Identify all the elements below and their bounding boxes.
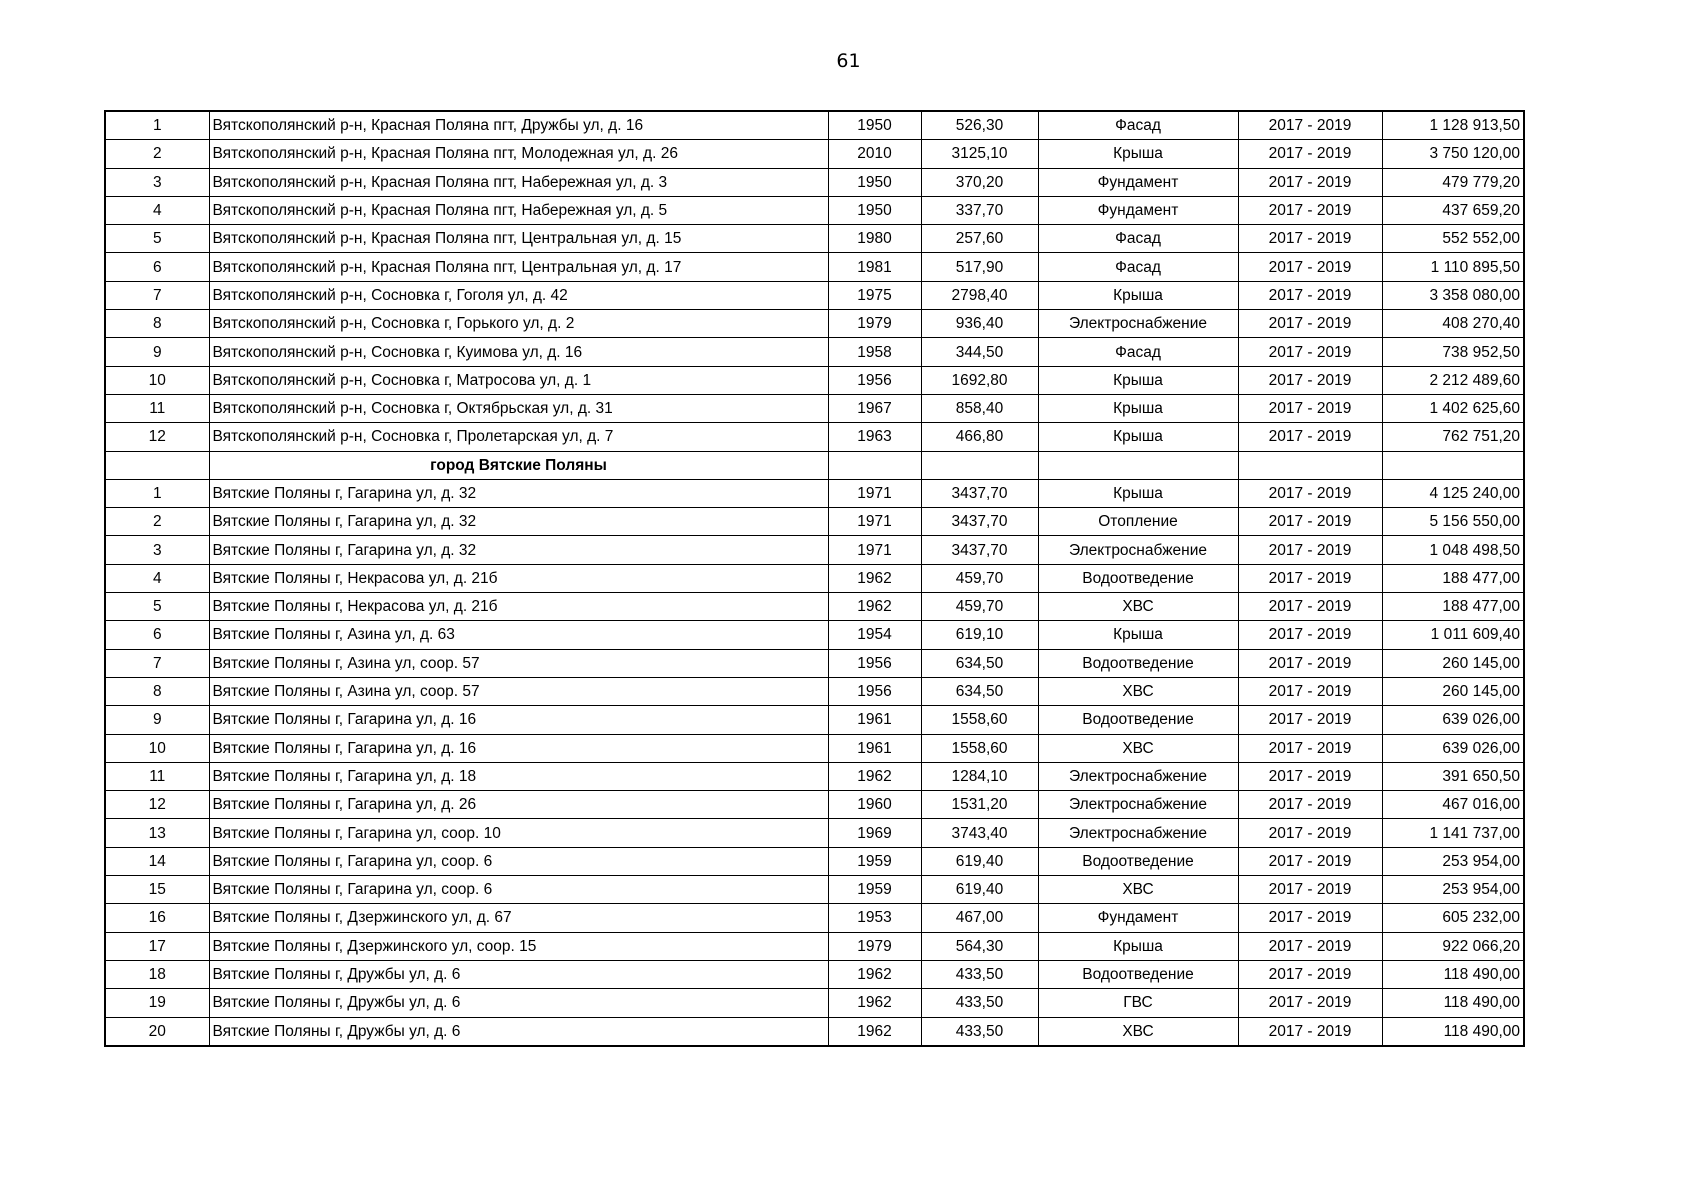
- build-year-cell: 1961: [828, 706, 921, 734]
- build-year-cell: 1963: [828, 423, 921, 451]
- period-cell: 2017 - 2019: [1238, 225, 1382, 253]
- work-type-cell: ХВС: [1038, 677, 1238, 705]
- cost-cell: 253 954,00: [1382, 876, 1524, 904]
- work-type-cell: [1038, 451, 1238, 479]
- work-type-cell: Фасад: [1038, 225, 1238, 253]
- area-cell: 858,40: [921, 394, 1038, 422]
- table-row: [105, 281, 1524, 309]
- row-number-cell: 13: [105, 819, 209, 847]
- table-row: [105, 394, 1524, 422]
- address-cell: Вятскополянский р-н, Красная Поляна пгт, Набережная ул, д. 5: [209, 196, 828, 224]
- address-cell: Вятскополянский р-н, Красная Поляна пгт, Дружбы ул, д. 16: [209, 111, 828, 140]
- cost-cell: 1 011 609,40: [1382, 621, 1524, 649]
- address-cell: Вятскополянский р-н, Красная Поляна пгт, Центральная ул, д. 17: [209, 253, 828, 281]
- build-year-cell: 1958: [828, 338, 921, 366]
- build-year-cell: 1962: [828, 593, 921, 621]
- work-type-cell: Крыша: [1038, 366, 1238, 394]
- period-cell: 2017 - 2019: [1238, 649, 1382, 677]
- row-number-cell: 15: [105, 876, 209, 904]
- period-cell: 2017 - 2019: [1238, 423, 1382, 451]
- period-cell: [1238, 451, 1382, 479]
- work-type-cell: Электроснабжение: [1038, 791, 1238, 819]
- address-cell: Вятскополянский р-н, Красная Поляна пгт, Набережная ул, д. 3: [209, 168, 828, 196]
- row-number-cell: 14: [105, 847, 209, 875]
- table-row: [105, 225, 1524, 253]
- address-cell: Вятские Поляны г, Некрасова ул, д. 21б: [209, 593, 828, 621]
- period-cell: 2017 - 2019: [1238, 904, 1382, 932]
- work-type-cell: Крыша: [1038, 281, 1238, 309]
- period-cell: 2017 - 2019: [1238, 706, 1382, 734]
- table-row: [105, 734, 1524, 762]
- build-year-cell: 1956: [828, 677, 921, 705]
- table-row: [105, 423, 1524, 451]
- row-number-cell: 12: [105, 791, 209, 819]
- address-cell: Вятскополянский р-н, Сосновка г, Матросова ул, д. 1: [209, 366, 828, 394]
- area-cell: 433,50: [921, 960, 1038, 988]
- build-year-cell: 1953: [828, 904, 921, 932]
- address-cell: Вятские Поляны г, Гагарина ул, д. 16: [209, 734, 828, 762]
- work-type-cell: Крыша: [1038, 932, 1238, 960]
- cost-cell: 479 779,20: [1382, 168, 1524, 196]
- build-year-cell: 1960: [828, 791, 921, 819]
- address-cell: Вятскополянский р-н, Сосновка г, Куимова ул, д. 16: [209, 338, 828, 366]
- work-type-cell: Крыша: [1038, 621, 1238, 649]
- build-year-cell: 2010: [828, 140, 921, 168]
- work-type-cell: Электроснабжение: [1038, 762, 1238, 790]
- row-number-cell: 20: [105, 1017, 209, 1046]
- work-type-cell: ГВС: [1038, 989, 1238, 1017]
- period-cell: 2017 - 2019: [1238, 932, 1382, 960]
- table-body: [105, 111, 1524, 1046]
- area-cell: 1531,20: [921, 791, 1038, 819]
- table-row: [105, 904, 1524, 932]
- area-cell: 3437,70: [921, 479, 1038, 507]
- period-cell: 2017 - 2019: [1238, 847, 1382, 875]
- work-type-cell: Фундамент: [1038, 904, 1238, 932]
- work-type-cell: Фасад: [1038, 111, 1238, 140]
- period-cell: 2017 - 2019: [1238, 621, 1382, 649]
- cost-cell: 605 232,00: [1382, 904, 1524, 932]
- repair-register-table: [104, 110, 1525, 1047]
- build-year-cell: 1959: [828, 847, 921, 875]
- cost-cell: 4 125 240,00: [1382, 479, 1524, 507]
- build-year-cell: 1981: [828, 253, 921, 281]
- table-row: [105, 876, 1524, 904]
- row-number-cell: 19: [105, 989, 209, 1017]
- area-cell: 564,30: [921, 932, 1038, 960]
- row-number-cell: 12: [105, 423, 209, 451]
- table-row: [105, 479, 1524, 507]
- build-year-cell: 1956: [828, 649, 921, 677]
- cost-cell: 408 270,40: [1382, 310, 1524, 338]
- cost-cell: 3 358 080,00: [1382, 281, 1524, 309]
- cost-cell: 437 659,20: [1382, 196, 1524, 224]
- area-cell: 467,00: [921, 904, 1038, 932]
- address-cell: Вятские Поляны г, Гагарина ул, соор. 10: [209, 819, 828, 847]
- table-row: [105, 960, 1524, 988]
- work-type-cell: Фундамент: [1038, 168, 1238, 196]
- row-number-cell: 1: [105, 111, 209, 140]
- period-cell: 2017 - 2019: [1238, 876, 1382, 904]
- area-cell: 3437,70: [921, 508, 1038, 536]
- period-cell: 2017 - 2019: [1238, 253, 1382, 281]
- address-cell: Вятскополянский р-н, Сосновка г, Пролетарская ул, д. 7: [209, 423, 828, 451]
- row-number-cell: 11: [105, 762, 209, 790]
- work-type-cell: Крыша: [1038, 394, 1238, 422]
- period-cell: 2017 - 2019: [1238, 564, 1382, 592]
- period-cell: 2017 - 2019: [1238, 111, 1382, 140]
- period-cell: 2017 - 2019: [1238, 593, 1382, 621]
- row-number-cell: 8: [105, 677, 209, 705]
- period-cell: 2017 - 2019: [1238, 196, 1382, 224]
- address-cell: Вятские Поляны г, Некрасова ул, д. 21б: [209, 564, 828, 592]
- cost-cell: 552 552,00: [1382, 225, 1524, 253]
- area-cell: 466,80: [921, 423, 1038, 451]
- work-type-cell: Фасад: [1038, 253, 1238, 281]
- work-type-cell: Электроснабжение: [1038, 310, 1238, 338]
- area-cell: 337,70: [921, 196, 1038, 224]
- period-cell: 2017 - 2019: [1238, 508, 1382, 536]
- row-number-cell: 11: [105, 394, 209, 422]
- row-number-cell: 1: [105, 479, 209, 507]
- address-cell: Вятские Поляны г, Гагарина ул, д. 32: [209, 479, 828, 507]
- table-row: [105, 762, 1524, 790]
- address-cell: Вятские Поляны г, Дружбы ул, д. 6: [209, 1017, 828, 1046]
- row-number-cell: 9: [105, 706, 209, 734]
- table-row: [105, 196, 1524, 224]
- cost-cell: 260 145,00: [1382, 649, 1524, 677]
- table-row: [105, 564, 1524, 592]
- work-type-cell: Водоотведение: [1038, 706, 1238, 734]
- period-cell: 2017 - 2019: [1238, 734, 1382, 762]
- row-number-cell: 6: [105, 253, 209, 281]
- work-type-cell: ХВС: [1038, 876, 1238, 904]
- work-type-cell: Крыша: [1038, 140, 1238, 168]
- table-row: [105, 819, 1524, 847]
- cost-cell: 118 490,00: [1382, 960, 1524, 988]
- build-year-cell: 1962: [828, 960, 921, 988]
- build-year-cell: 1969: [828, 819, 921, 847]
- address-cell: Вятские Поляны г, Гагарина ул, д. 32: [209, 536, 828, 564]
- table-row: [105, 677, 1524, 705]
- cost-cell: 738 952,50: [1382, 338, 1524, 366]
- section-title-cell: город Вятские Поляны: [209, 451, 828, 479]
- table-row: [105, 621, 1524, 649]
- cost-cell: [1382, 451, 1524, 479]
- cost-cell: 922 066,20: [1382, 932, 1524, 960]
- work-type-cell: Крыша: [1038, 479, 1238, 507]
- area-cell: 3437,70: [921, 536, 1038, 564]
- area-cell: 459,70: [921, 564, 1038, 592]
- work-type-cell: ХВС: [1038, 1017, 1238, 1046]
- address-cell: Вятские Поляны г, Гагарина ул, соор. 6: [209, 876, 828, 904]
- table-row: [105, 1017, 1524, 1046]
- work-type-cell: Водоотведение: [1038, 649, 1238, 677]
- address-cell: Вятскополянский р-н, Сосновка г, Гоголя ул, д. 42: [209, 281, 828, 309]
- address-cell: Вятскополянский р-н, Сосновка г, Октябрьская ул, д. 31: [209, 394, 828, 422]
- cost-cell: 5 156 550,00: [1382, 508, 1524, 536]
- cost-cell: 1 402 625,60: [1382, 394, 1524, 422]
- table-row: [105, 593, 1524, 621]
- row-number-cell: 3: [105, 536, 209, 564]
- area-cell: 3743,40: [921, 819, 1038, 847]
- cost-cell: 1 141 737,00: [1382, 819, 1524, 847]
- table-row: [105, 932, 1524, 960]
- row-number-cell: 3: [105, 168, 209, 196]
- build-year-cell: 1971: [828, 536, 921, 564]
- area-cell: 433,50: [921, 989, 1038, 1017]
- cost-cell: 188 477,00: [1382, 564, 1524, 592]
- build-year-cell: 1975: [828, 281, 921, 309]
- area-cell: 344,50: [921, 338, 1038, 366]
- cost-cell: 3 750 120,00: [1382, 140, 1524, 168]
- area-cell: 936,40: [921, 310, 1038, 338]
- row-number-cell: 7: [105, 649, 209, 677]
- cost-cell: 253 954,00: [1382, 847, 1524, 875]
- address-cell: Вятские Поляны г, Азина ул, соор. 57: [209, 649, 828, 677]
- table-row: [105, 168, 1524, 196]
- address-cell: Вятскополянский р-н, Сосновка г, Горького ул, д. 2: [209, 310, 828, 338]
- work-type-cell: Фундамент: [1038, 196, 1238, 224]
- address-cell: Вятские Поляны г, Дружбы ул, д. 6: [209, 989, 828, 1017]
- table-row: [105, 791, 1524, 819]
- period-cell: 2017 - 2019: [1238, 168, 1382, 196]
- area-cell: 257,60: [921, 225, 1038, 253]
- work-type-cell: Водоотведение: [1038, 960, 1238, 988]
- period-cell: 2017 - 2019: [1238, 310, 1382, 338]
- row-number-cell: 5: [105, 593, 209, 621]
- period-cell: 2017 - 2019: [1238, 338, 1382, 366]
- area-cell: 619,10: [921, 621, 1038, 649]
- period-cell: 2017 - 2019: [1238, 819, 1382, 847]
- table-row: [105, 989, 1524, 1017]
- cost-cell: 2 212 489,60: [1382, 366, 1524, 394]
- period-cell: 2017 - 2019: [1238, 677, 1382, 705]
- area-cell: 634,50: [921, 677, 1038, 705]
- period-cell: 2017 - 2019: [1238, 989, 1382, 1017]
- build-year-cell: [828, 451, 921, 479]
- table-row: [105, 366, 1524, 394]
- area-cell: 619,40: [921, 847, 1038, 875]
- row-number-cell: 8: [105, 310, 209, 338]
- cost-cell: 1 128 913,50: [1382, 111, 1524, 140]
- area-cell: 517,90: [921, 253, 1038, 281]
- area-cell: 433,50: [921, 1017, 1038, 1046]
- period-cell: 2017 - 2019: [1238, 394, 1382, 422]
- cost-cell: 467 016,00: [1382, 791, 1524, 819]
- build-year-cell: 1950: [828, 111, 921, 140]
- area-cell: 619,40: [921, 876, 1038, 904]
- area-cell: 1558,60: [921, 734, 1038, 762]
- area-cell: 1284,10: [921, 762, 1038, 790]
- area-cell: 526,30: [921, 111, 1038, 140]
- address-cell: Вятские Поляны г, Азина ул, соор. 57: [209, 677, 828, 705]
- cost-cell: 639 026,00: [1382, 706, 1524, 734]
- work-type-cell: Электроснабжение: [1038, 536, 1238, 564]
- build-year-cell: 1980: [828, 225, 921, 253]
- period-cell: 2017 - 2019: [1238, 366, 1382, 394]
- cost-cell: 188 477,00: [1382, 593, 1524, 621]
- build-year-cell: 1950: [828, 168, 921, 196]
- table-row: [105, 536, 1524, 564]
- table-row: [105, 111, 1524, 140]
- area-cell: 3125,10: [921, 140, 1038, 168]
- row-number-cell: 6: [105, 621, 209, 649]
- work-type-cell: Фасад: [1038, 338, 1238, 366]
- area-cell: 370,20: [921, 168, 1038, 196]
- period-cell: 2017 - 2019: [1238, 791, 1382, 819]
- cost-cell: 118 490,00: [1382, 1017, 1524, 1046]
- work-type-cell: Водоотведение: [1038, 847, 1238, 875]
- build-year-cell: 1962: [828, 762, 921, 790]
- table-row: [105, 847, 1524, 875]
- build-year-cell: 1959: [828, 876, 921, 904]
- address-cell: Вятскополянский р-н, Красная Поляна пгт, Центральная ул, д. 15: [209, 225, 828, 253]
- row-number-cell: 10: [105, 366, 209, 394]
- address-cell: Вятские Поляны г, Гагарина ул, д. 32: [209, 508, 828, 536]
- build-year-cell: 1954: [828, 621, 921, 649]
- build-year-cell: 1962: [828, 564, 921, 592]
- cost-cell: 118 490,00: [1382, 989, 1524, 1017]
- build-year-cell: 1961: [828, 734, 921, 762]
- area-cell: 1692,80: [921, 366, 1038, 394]
- row-number-cell: 10: [105, 734, 209, 762]
- row-number-cell: 7: [105, 281, 209, 309]
- period-cell: 2017 - 2019: [1238, 762, 1382, 790]
- build-year-cell: 1967: [828, 394, 921, 422]
- work-type-cell: ХВС: [1038, 593, 1238, 621]
- cost-cell: 391 650,50: [1382, 762, 1524, 790]
- area-cell: 459,70: [921, 593, 1038, 621]
- period-cell: 2017 - 2019: [1238, 479, 1382, 507]
- cost-cell: 762 751,20: [1382, 423, 1524, 451]
- work-type-cell: Электроснабжение: [1038, 819, 1238, 847]
- area-cell: 1558,60: [921, 706, 1038, 734]
- row-number-cell: 2: [105, 508, 209, 536]
- row-number-cell: 9: [105, 338, 209, 366]
- period-cell: 2017 - 2019: [1238, 1017, 1382, 1046]
- address-cell: Вятские Поляны г, Дзержинского ул, д. 67: [209, 904, 828, 932]
- build-year-cell: 1962: [828, 989, 921, 1017]
- address-cell: Вятские Поляны г, Дружбы ул, д. 6: [209, 960, 828, 988]
- address-cell: Вятские Поляны г, Гагарина ул, соор. 6: [209, 847, 828, 875]
- table-row: [105, 140, 1524, 168]
- table-row: [105, 310, 1524, 338]
- table-row: [105, 508, 1524, 536]
- row-number-cell: 18: [105, 960, 209, 988]
- build-year-cell: 1979: [828, 310, 921, 338]
- build-year-cell: 1956: [828, 366, 921, 394]
- build-year-cell: 1962: [828, 1017, 921, 1046]
- period-cell: 2017 - 2019: [1238, 960, 1382, 988]
- row-number-cell: 17: [105, 932, 209, 960]
- cost-cell: 260 145,00: [1382, 677, 1524, 705]
- address-cell: Вятскополянский р-н, Красная Поляна пгт, Молодежная ул, д. 26: [209, 140, 828, 168]
- address-cell: Вятские Поляны г, Дзержинского ул, соор. 15: [209, 932, 828, 960]
- row-number-cell: 2: [105, 140, 209, 168]
- period-cell: 2017 - 2019: [1238, 281, 1382, 309]
- section-header-row: [105, 451, 1524, 479]
- cost-cell: 1 110 895,50: [1382, 253, 1524, 281]
- build-year-cell: 1971: [828, 508, 921, 536]
- row-number-cell: 4: [105, 564, 209, 592]
- table-row: [105, 706, 1524, 734]
- build-year-cell: 1950: [828, 196, 921, 224]
- work-type-cell: ХВС: [1038, 734, 1238, 762]
- address-cell: Вятские Поляны г, Гагарина ул, д. 26: [209, 791, 828, 819]
- address-cell: Вятские Поляны г, Гагарина ул, д. 18: [209, 762, 828, 790]
- period-cell: 2017 - 2019: [1238, 140, 1382, 168]
- area-cell: [921, 451, 1038, 479]
- row-number-cell: 16: [105, 904, 209, 932]
- area-cell: 634,50: [921, 649, 1038, 677]
- page-number: 61: [836, 50, 861, 72]
- address-cell: Вятские Поляны г, Гагарина ул, д. 16: [209, 706, 828, 734]
- table-row: [105, 649, 1524, 677]
- row-number-cell: [105, 451, 209, 479]
- table-row: [105, 338, 1524, 366]
- work-type-cell: Водоотведение: [1038, 564, 1238, 592]
- work-type-cell: Крыша: [1038, 423, 1238, 451]
- cost-cell: 1 048 498,50: [1382, 536, 1524, 564]
- table-row: [105, 253, 1524, 281]
- address-cell: Вятские Поляны г, Азина ул, д. 63: [209, 621, 828, 649]
- area-cell: 2798,40: [921, 281, 1038, 309]
- work-type-cell: Отопление: [1038, 508, 1238, 536]
- row-number-cell: 4: [105, 196, 209, 224]
- build-year-cell: 1979: [828, 932, 921, 960]
- build-year-cell: 1971: [828, 479, 921, 507]
- row-number-cell: 5: [105, 225, 209, 253]
- period-cell: 2017 - 2019: [1238, 536, 1382, 564]
- cost-cell: 639 026,00: [1382, 734, 1524, 762]
